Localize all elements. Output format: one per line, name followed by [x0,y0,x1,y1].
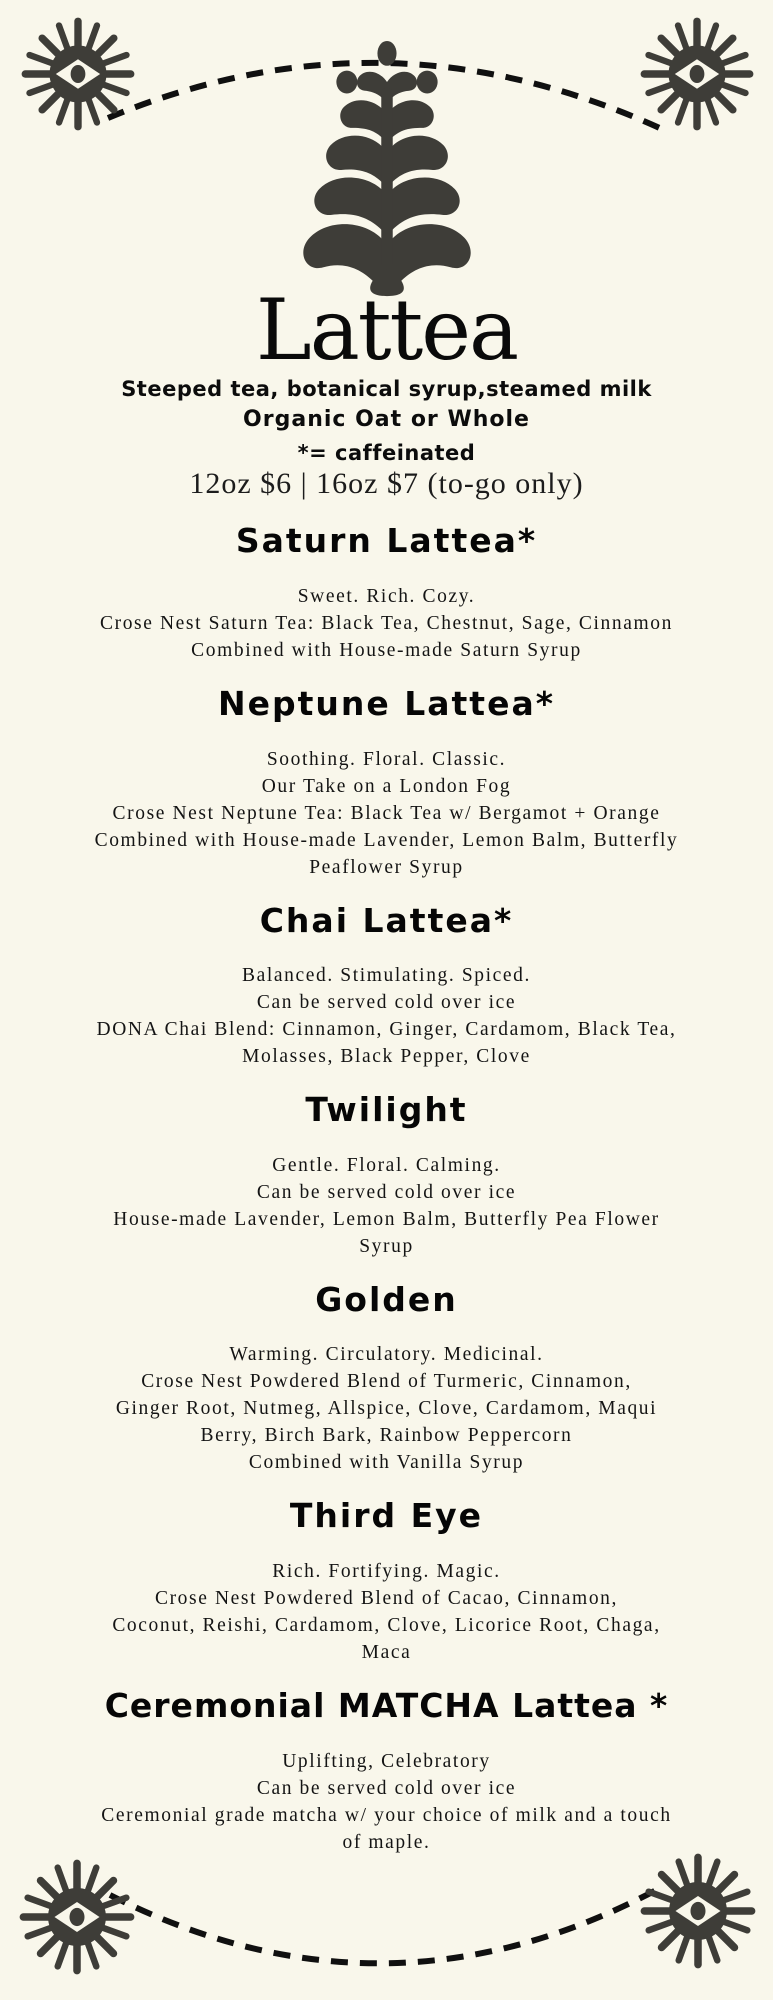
menu-header [0,0,773,501]
menu-item-name: Neptune Lattea* [217,683,555,723]
description-line: Combined with House-made Lavender, Lemon Balm, Butterfly [94,829,679,851]
menu-item-name: Twilight [305,1090,468,1130]
menu-item-description [0,1748,773,1856]
menu-section-chai [0,900,773,1071]
description-line: Berry, Birch Bark, Rainbow Peppercorn [200,1425,573,1447]
description-line: Can be served cold over ice [256,1181,517,1203]
menu-item-name: Golden [315,1279,458,1319]
menu-section-ceremonial-matcha [0,1688,773,1856]
menu-item-name: Ceremonial MATCHA Lattea * [104,1686,669,1726]
description-line: Combined with House-made Saturn Syrup [191,639,582,661]
description-line: of maple. [342,1831,431,1853]
description-line: Crose Nest Powdered Blend of Turmeric, Cinnamon, [141,1371,632,1393]
description-line: Peaflower Syrup [309,856,464,878]
menu-item-name: Third Eye [289,1496,484,1536]
description-line: Balanced. Stimulating. Spiced. [242,965,531,987]
page-title: Lattea [255,281,518,379]
price-line: 12oz $6 | 16oz $7 (to-go only) [189,467,584,501]
menu-section-third-eye [0,1498,773,1666]
menu-item-description [0,1558,773,1666]
description-line: Ginger Root, Nutmeg, Allspice, Clove, Cardamom, Maqui [115,1398,658,1420]
menu-item-description [0,583,773,664]
description-line: DONA Chai Blend: Cinnamon, Ginger, Cardamom, Black Tea, [96,1019,677,1041]
menu-section-neptune [0,683,773,881]
description-line: Crose Nest Saturn Tea: Black Tea, Chestnut, Sage, Cinnamon [100,612,673,634]
description-line: Ceremonial grade matcha w/ your choice of milk and a touch [101,1804,672,1826]
tagline-line-2: Organic Oat or Whole [243,407,530,433]
description-line: Soothing. Floral. Classic. [266,748,507,770]
menu-item-description [0,1152,773,1260]
menu-item-description [0,746,773,881]
menu-body [0,523,773,1855]
description-line: Sweet. Rich. Cozy. [297,585,476,607]
description-line: Gentle. Floral. Calming. [272,1154,501,1176]
description-line: Crose Nest Powdered Blend of Cacao, Cinnamon, [154,1588,618,1610]
description-line: Our Take on a London Fog [261,775,512,797]
description-line: Warming. Circulatory. Medicinal. [229,1344,544,1366]
description-line: Molasses, Black Pepper, Clove [242,1046,531,1068]
menu-item-name: Saturn Lattea* [235,521,538,561]
menu-section-saturn [0,523,773,664]
description-line: Can be served cold over ice [256,992,517,1014]
description-line: Maca [361,1642,412,1664]
caffeine-note: *= caffeinated [297,441,476,466]
description-line: Rich. Fortifying. Magic. [272,1561,501,1583]
menu-section-golden [0,1279,773,1477]
menu-section-twilight [0,1092,773,1260]
description-line: House-made Lavender, Lemon Balm, Butterfly Pea Flower [113,1208,660,1230]
tagline-line-1: Steeped tea, botanical syrup,steamed milk [121,377,652,402]
sunburst-eye-ornament-bottom-left-icon [18,1858,136,1976]
description-line: Crose Nest Neptune Tea: Black Tea w/ Bergamot + Orange [112,802,661,824]
menu-item-name: Chai Lattea* [259,900,514,940]
description-line: Uplifting, Celebratory [282,1750,491,1772]
menu-item-description [0,962,773,1070]
sunburst-eye-ornament-bottom-right-icon [639,1852,757,1970]
description-line: Combined with Vanilla Syrup [248,1452,525,1474]
description-line: Syrup [359,1235,414,1257]
description-line: Can be served cold over ice [256,1777,517,1799]
menu-item-description [0,1341,773,1476]
description-line: Coconut, Reishi, Cardamom, Clove, Licorice Root, Chaga, [112,1615,661,1637]
